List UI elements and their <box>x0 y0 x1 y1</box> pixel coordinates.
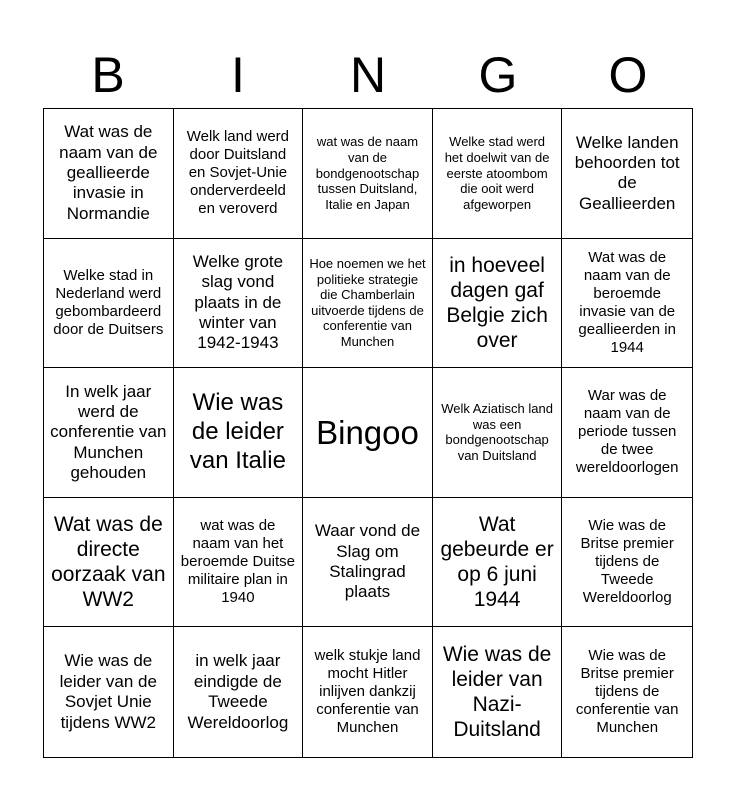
bingo-header <box>43 40 693 110</box>
bingo-cell: Wie was de leider van Nazi-Duitsland <box>433 627 563 757</box>
bingo-cell: Waar vond de Slag om Stalingrad plaats <box>303 498 433 628</box>
bingo-cell: Wat was de naam van de beroemde invasie van de geallieerden in 1944 <box>562 239 692 369</box>
header-letter-b: B <box>91 47 125 103</box>
bingo-cell: Wat was de directe oorzaak van WW2 <box>44 498 174 628</box>
header-letter-o: O <box>608 47 648 103</box>
bingo-cell: welk stukje land mocht Hitler inlijven dankzij conferentie van Munchen <box>303 627 433 757</box>
bingo-card <box>43 108 693 758</box>
bingo-cell: Welke landen behoorden tot de Geallieerden <box>562 109 692 239</box>
bingo-cell: Wie was de leider van de Sovjet Unie tijdens WW2 <box>44 627 174 757</box>
bingo-cell: In welk jaar werd de conferentie van Munchen gehouden <box>44 368 174 498</box>
bingo-cell: in welk jaar eindigde de Tweede Wereldoorlog <box>174 627 304 757</box>
bingo-cell: Wie was de leider van Italie <box>174 368 304 498</box>
bingo-cell: War was de naam van de periode tussen de twee wereldoorlogen <box>562 368 692 498</box>
header-letter-n: N <box>349 47 387 103</box>
bingo-cell: Welk land werd door Duitsland en Sovjet-Unie onderverdeeld en veroverd <box>174 109 304 239</box>
bingo-cell: Welk Aziatisch land was een bondgenootschap van Duitsland <box>433 368 563 498</box>
bingo-cell: Wie was de Britse premier tijdens de conferentie van Munchen <box>575 647 679 737</box>
free-space: Bingoo <box>303 368 433 498</box>
bingo-cell: Hoe noemen we het politieke strategie die Chamberlain uitvoerde tijdens de conferentie van Munchen <box>303 239 433 369</box>
bingo-cell: Welke grote slag vond plaats in de winter van 1942-1943 <box>174 239 304 369</box>
bingo-cell: wat was de naam van het beroemde Duitse militaire plan in 1940 <box>174 498 304 628</box>
bingo-cell: in hoeveel dagen gaf Belgie zich over <box>433 239 563 369</box>
bingo-cell: Welke stad in Nederland werd gebombardeerd door de Duitsers <box>44 239 174 369</box>
bingo-cell: Welke stad werd het doelwit van de eerste atoombom die ooit werd afgeworpen <box>433 109 563 239</box>
header-letter-g: G <box>478 47 518 103</box>
bingo-cell: wat was de naam van de bondgenootschap tussen Duitsland, Italie en Japan <box>303 109 433 239</box>
bingo-cell: Wat gebeurde er op 6 juni 1944 <box>433 498 563 628</box>
bingo-cell: Wie was de Britse premier tijdens de Tweede Wereldoorlog <box>562 498 692 628</box>
bingo-cell: Wat was de naam van de geallieerde invasie in Normandie <box>44 109 174 239</box>
header-letter-i: I <box>231 47 245 103</box>
